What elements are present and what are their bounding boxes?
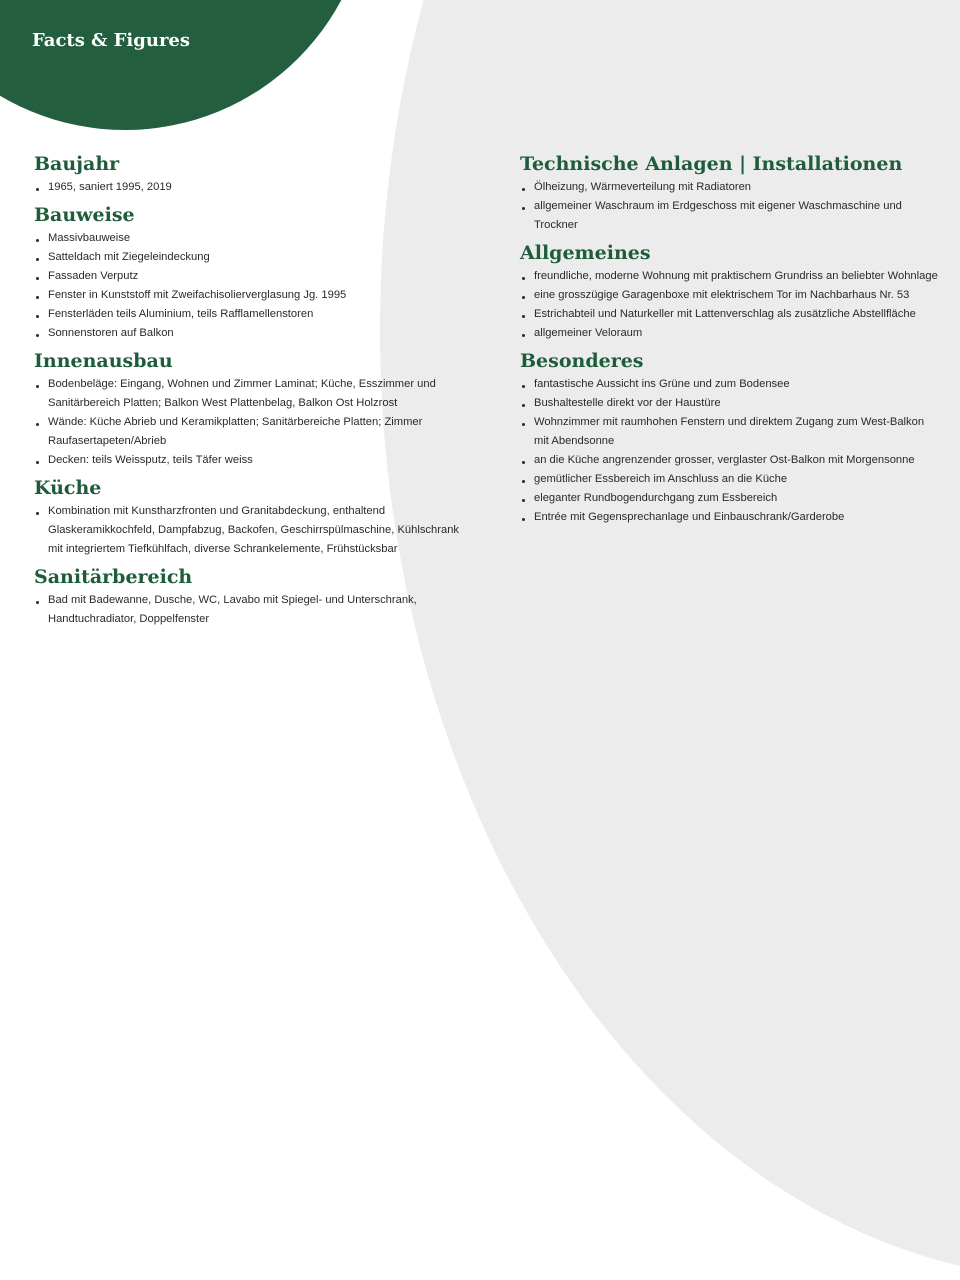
left-column (34, 152, 464, 635)
section-allgemeines (520, 241, 940, 343)
list-item: Wohnzimmer mit raumhohen Fenstern und direktem Zugang zum West-Balkon mit Abendsonne (520, 413, 940, 451)
section-title: Küche (34, 477, 102, 499)
list-item: Ölheizung, Wärmeverteilung mit Radiatoren (520, 178, 940, 197)
list-item: eleganter Rundbogendurchgang zum Essbereich (520, 489, 940, 508)
section-title: Baujahr (34, 153, 120, 175)
list-item: Bodenbeläge: Eingang, Wohnen und Zimmer Laminat; Küche, Esszimmer und Sanitärbereich Platten; Balkon West Plattenbelag, Balkon Ost Holzrost (34, 375, 464, 413)
list-item: an die Küche angrenzender grosser, verglaster Ost-Balkon mit Morgensonne (520, 451, 940, 470)
list-item: Sonnenstoren auf Balkon (34, 324, 464, 343)
bullet-list (520, 375, 940, 527)
bullet-list (520, 267, 940, 343)
right-column (520, 152, 940, 533)
section-technische-anlagen-installationen (520, 152, 940, 235)
section-title: Bauweise (34, 204, 135, 226)
list-item: gemütlicher Essbereich im Anschluss an die Küche (520, 470, 940, 489)
list-item: allgemeiner Veloraum (520, 324, 940, 343)
list-item: Satteldach mit Ziegeleindeckung (34, 248, 464, 267)
list-item: Bad mit Badewanne, Dusche, WC, Lavabo mit Spiegel- und Unterschrank, Handtuchradiator, Doppelfenster (34, 591, 464, 629)
bullet-list (34, 502, 464, 559)
list-item: Fenster in Kunststoff mit Zweifachisolierverglasung Jg. 1995 (34, 286, 464, 305)
page-title: Facts & Figures (32, 30, 191, 51)
section-bauweise (34, 203, 464, 343)
section-title: Sanitärbereich (34, 566, 193, 588)
list-item: fantastische Aussicht ins Grüne und zum Bodensee (520, 375, 940, 394)
section-kueche (34, 476, 464, 559)
list-item: Massivbauweise (34, 229, 464, 248)
section-title: Technische Anlagen | Installationen (520, 153, 903, 175)
list-item: Bushaltestelle direkt vor der Haustüre (520, 394, 940, 413)
section-innenausbau (34, 349, 464, 470)
list-item: eine grosszügige Garagenboxe mit elektrischem Tor im Nachbarhaus Nr. 53 (520, 286, 940, 305)
list-item: Wände: Küche Abrieb und Keramikplatten; Sanitärbereiche Platten; Zimmer Raufasertapeten/Abrieb (34, 413, 464, 451)
section-title: Allgemeines (520, 242, 651, 264)
bullet-list (34, 375, 464, 470)
list-item: freundliche, moderne Wohnung mit praktischem Grundriss an beliebter Wohnlage (520, 267, 940, 286)
section-besonderes (520, 349, 940, 527)
bullet-list (34, 178, 464, 197)
list-item: Entrée mit Gegensprechanlage und Einbauschrank/Garderobe (520, 508, 940, 527)
list-item: allgemeiner Waschraum im Erdgeschoss mit eigener Waschmaschine und Trockner (520, 197, 940, 235)
background-green-circle (0, 0, 370, 130)
list-item: 1965, saniert 1995, 2019 (34, 178, 464, 197)
section-title: Innenausbau (34, 350, 173, 372)
list-item: Fensterläden teils Aluminium, teils Rafflamellenstoren (34, 305, 464, 324)
list-item: Kombination mit Kunstharzfronten und Granitabdeckung, enthaltend Glaskeramikkochfeld, Dampfabzug, Backofen, Geschirrspülmaschine, Kühlschrank mit integriertem Tiefkühlfach, diverse Schrankelemente, Frühstücksbar (34, 502, 464, 559)
list-item: Decken: teils Weissputz, teils Täfer weiss (34, 451, 464, 470)
section-title: Besonderes (520, 350, 644, 372)
bullet-list (34, 591, 464, 629)
list-item: Estrichabteil und Naturkeller mit Lattenverschlag als zusätzliche Abstellfläche (520, 305, 940, 324)
list-item: Fassaden Verputz (34, 267, 464, 286)
section-sanitaerbereich (34, 565, 464, 629)
bullet-list (34, 229, 464, 343)
bullet-list (520, 178, 940, 235)
section-baujahr (34, 152, 464, 197)
